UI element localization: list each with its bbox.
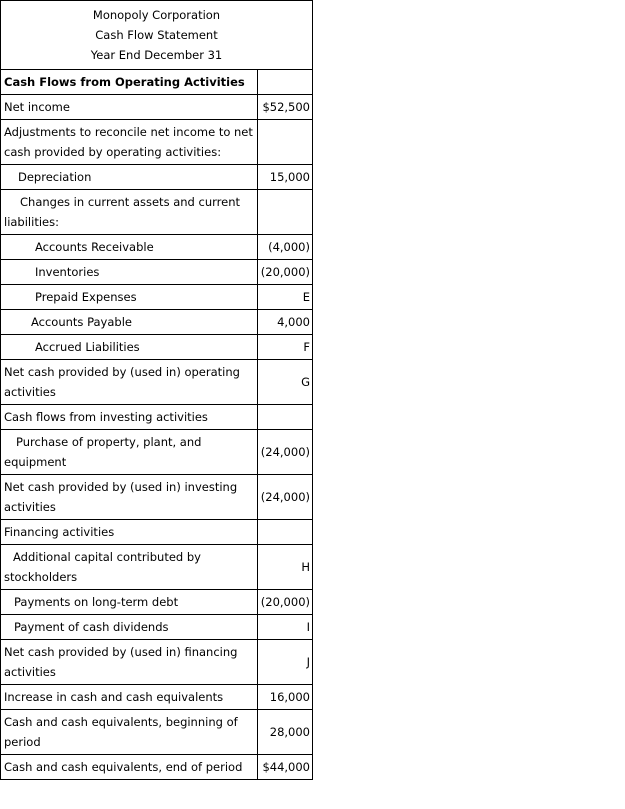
row-label: Inventories xyxy=(1,260,258,285)
cash-flow-statement xyxy=(0,0,312,780)
row-label: Depreciation xyxy=(1,165,258,190)
table-row xyxy=(1,685,313,710)
table-row xyxy=(1,640,313,685)
row-amount: $44,000 xyxy=(258,755,313,780)
row-amount xyxy=(258,120,313,165)
row-label: Payment of cash dividends xyxy=(1,615,258,640)
table-row xyxy=(1,475,313,520)
table-row xyxy=(1,590,313,615)
row-label: Cash Flows from Operating Activities xyxy=(1,70,258,95)
table-row xyxy=(1,285,313,310)
row-amount: I xyxy=(258,615,313,640)
statement-title: Cash Flow Statement xyxy=(95,28,218,42)
row-label-text: Additional capital contributed by stockholders xyxy=(4,550,201,584)
table-row xyxy=(1,235,313,260)
row-amount xyxy=(258,520,313,545)
row-label-text: Purchase of property, plant, and equipment xyxy=(4,435,202,469)
table-row xyxy=(1,520,313,545)
row-label: Net income xyxy=(1,95,258,120)
company-name: Monopoly Corporation xyxy=(92,8,221,22)
row-label: Net cash provided by (used in) financing activities xyxy=(1,640,258,685)
table-row xyxy=(1,260,313,285)
row-label xyxy=(1,545,258,590)
row-amount: F xyxy=(258,335,313,360)
row-amount xyxy=(258,70,313,95)
row-label: Net cash provided by (used in) operating activities xyxy=(1,360,258,405)
row-amount: 15,000 xyxy=(258,165,313,190)
row-label: Accounts Payable xyxy=(1,310,258,335)
row-amount: $52,500 xyxy=(258,95,313,120)
row-amount: 28,000 xyxy=(258,710,313,755)
row-amount: (24,000) xyxy=(258,475,313,520)
row-label xyxy=(1,430,258,475)
statement-table xyxy=(0,0,313,780)
row-label: Adjustments to reconcile net income to net cash provided by operating activities: xyxy=(1,120,258,165)
row-label: Cash and cash equivalents, end of period xyxy=(1,755,258,780)
table-row xyxy=(1,710,313,755)
row-label-text: Changes in current assets and current liabilities: xyxy=(4,195,240,229)
row-amount xyxy=(258,190,313,235)
row-amount: (24,000) xyxy=(258,430,313,475)
table-row xyxy=(1,165,313,190)
row-amount xyxy=(258,405,313,430)
row-label: Cash and cash equivalents, beginning of period xyxy=(1,710,258,755)
row-label: Net cash provided by (used in) investing activities xyxy=(1,475,258,520)
row-amount: 16,000 xyxy=(258,685,313,710)
row-label: Accrued Liabilities xyxy=(1,335,258,360)
header-cell xyxy=(1,1,313,70)
table-row xyxy=(1,430,313,475)
row-amount: H xyxy=(258,545,313,590)
row-amount: (4,000) xyxy=(258,235,313,260)
table-row xyxy=(1,360,313,405)
table-row xyxy=(1,120,313,165)
row-amount: (20,000) xyxy=(258,590,313,615)
table-row xyxy=(1,755,313,780)
row-amount: J xyxy=(258,640,313,685)
row-label: Increase in cash and cash equivalents xyxy=(1,685,258,710)
table-row xyxy=(1,615,313,640)
statement-period: Year End December 31 xyxy=(90,48,223,62)
table-row xyxy=(1,310,313,335)
table-row xyxy=(1,335,313,360)
table-row xyxy=(1,70,313,95)
table-row xyxy=(1,190,313,235)
row-label: Financing activities xyxy=(1,520,258,545)
row-label: Payments on long-term debt xyxy=(1,590,258,615)
table-row xyxy=(1,95,313,120)
row-label: Accounts Receivable xyxy=(1,235,258,260)
table-row xyxy=(1,545,313,590)
table-row xyxy=(1,405,313,430)
statement-header xyxy=(1,1,313,70)
row-amount: G xyxy=(258,360,313,405)
row-amount: 4,000 xyxy=(258,310,313,335)
row-amount: E xyxy=(258,285,313,310)
row-label: Cash flows from investing activities xyxy=(1,405,258,430)
row-label: Prepaid Expenses xyxy=(1,285,258,310)
row-label xyxy=(1,190,258,235)
row-amount: (20,000) xyxy=(258,260,313,285)
